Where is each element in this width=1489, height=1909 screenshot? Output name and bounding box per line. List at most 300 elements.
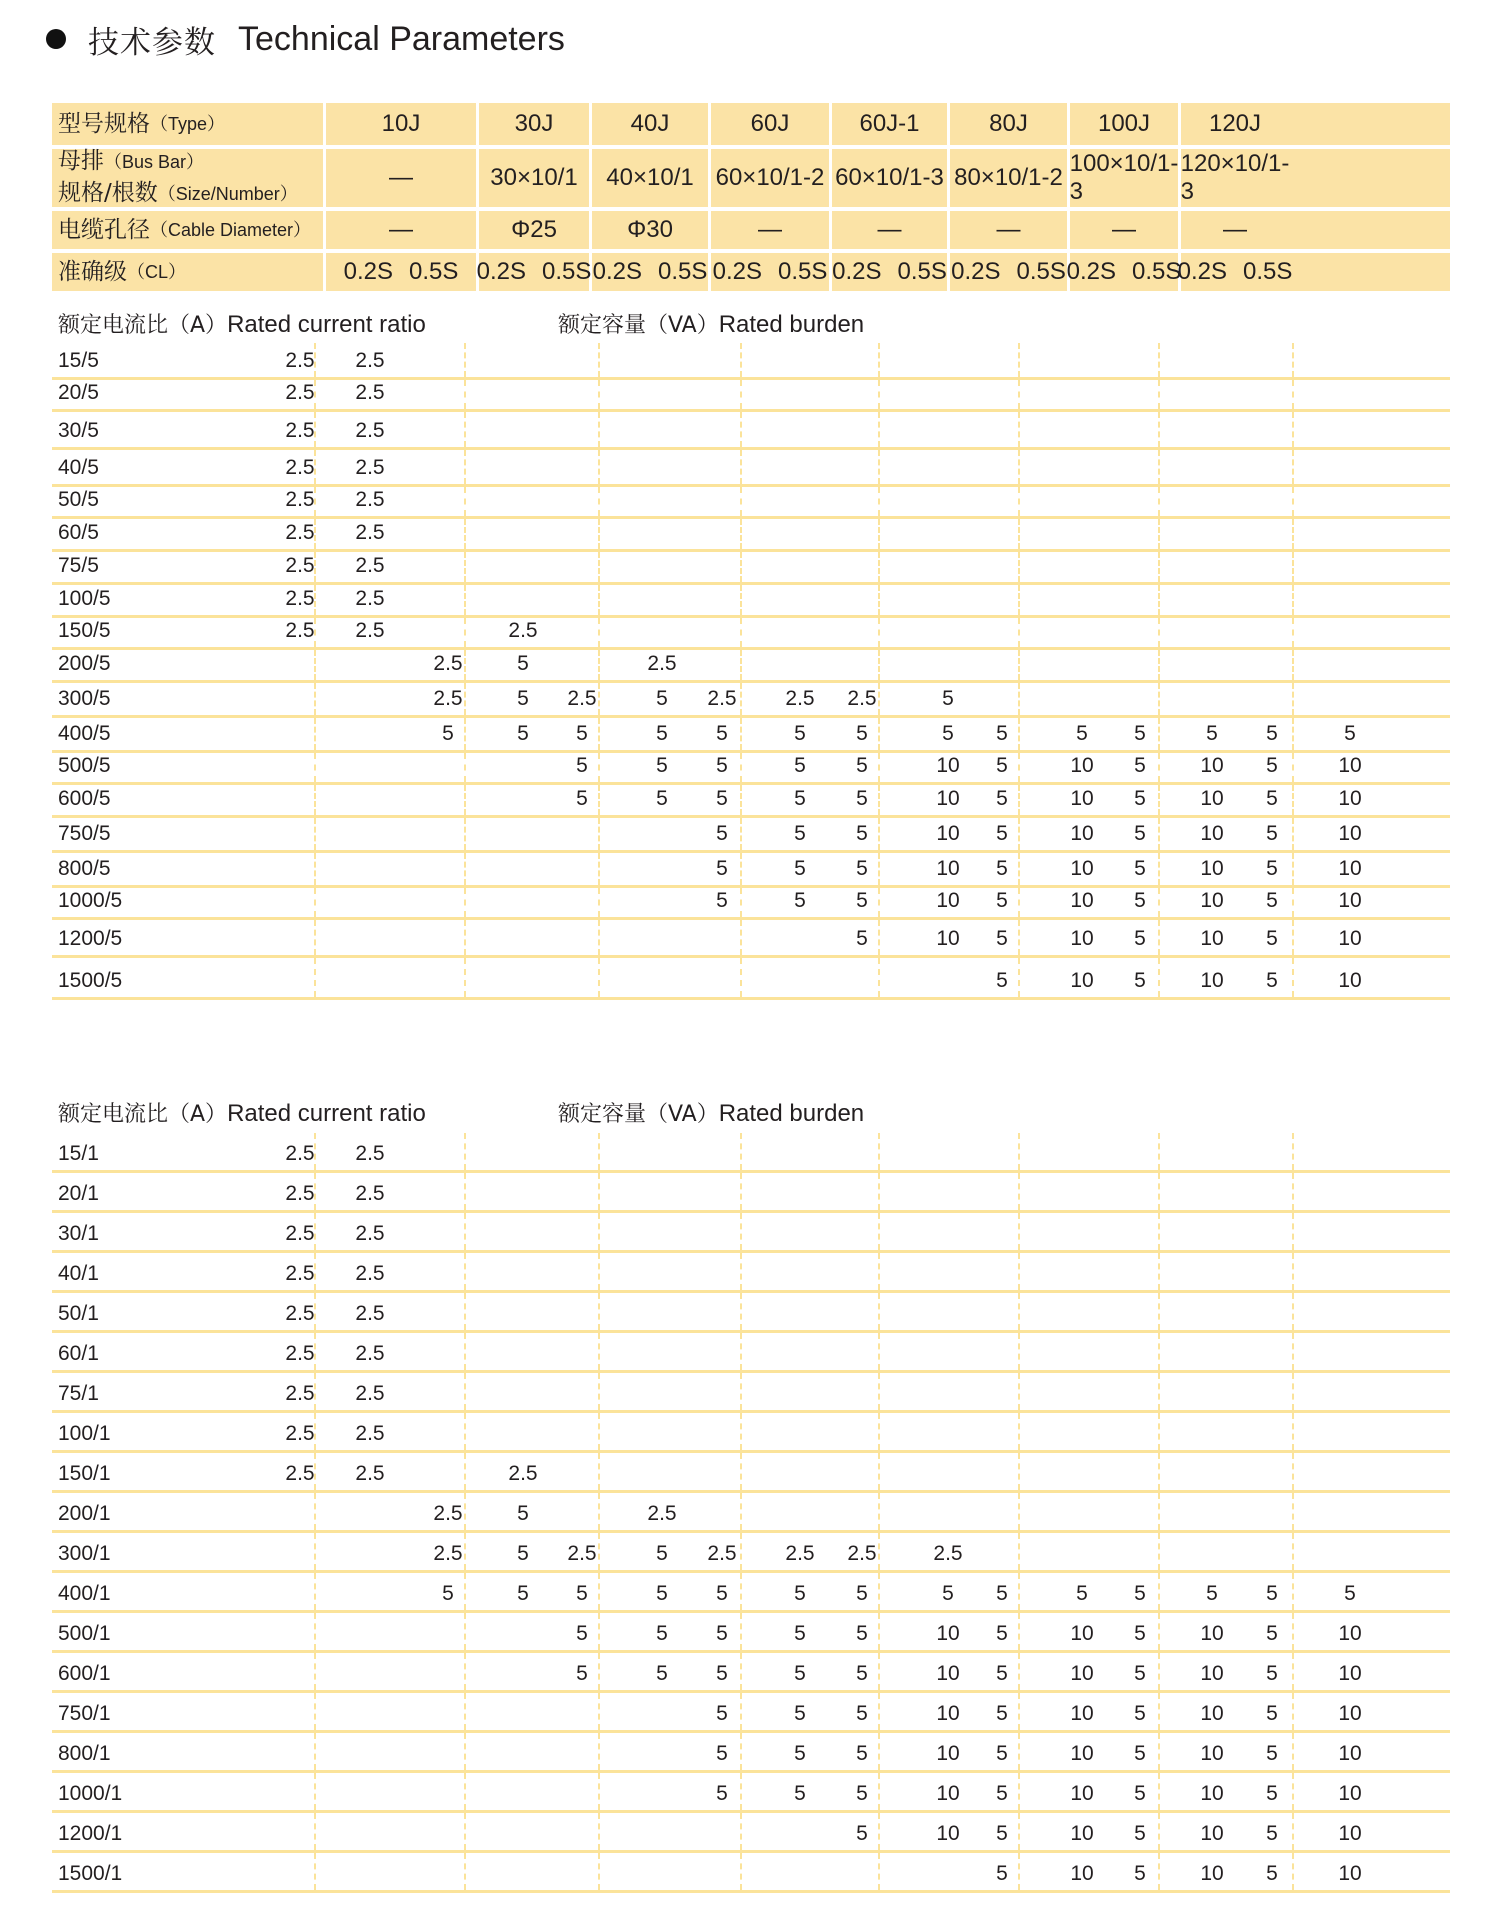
column-divider (740, 412, 742, 447)
column-divider (1158, 1133, 1160, 1170)
table-row (52, 585, 1450, 618)
burden-value: 5 (1134, 1782, 1146, 1805)
type-label-cn: 型号规格 (58, 110, 150, 137)
burden-value: 5 (1344, 1582, 1356, 1605)
burden-value: 5 (1266, 1662, 1278, 1685)
burden-value: 2.5 (847, 687, 877, 710)
burden-value: 10 (1200, 1662, 1224, 1685)
burden-value: 2.5 (285, 1222, 315, 1245)
cable-cell-1: Φ25 (479, 211, 592, 249)
burden-value: 5 (794, 1742, 806, 1765)
column-divider (878, 1333, 880, 1370)
burden-value: 10 (1200, 754, 1224, 777)
busbar-cell-4: 60×10/1-3 (832, 149, 950, 207)
column-divider (598, 1133, 600, 1170)
cl-value-b: 0.5S (1132, 258, 1182, 285)
busbar-label (52, 149, 326, 207)
column-divider (740, 1853, 742, 1890)
column-divider (1158, 1293, 1160, 1330)
table-row (52, 552, 1450, 585)
burden-value: 5 (1266, 1822, 1278, 1845)
column-divider (314, 1653, 316, 1690)
column-divider (1158, 1413, 1160, 1450)
column-divider (878, 552, 880, 582)
burden-value: 5 (996, 1702, 1008, 1725)
ratio-cell: 400/1 (58, 1582, 111, 1605)
burden-value: 5 (716, 889, 728, 912)
ratio-cell: 500/5 (58, 754, 111, 777)
burden-value: 2.5 (285, 1382, 315, 1405)
table-row (52, 1853, 1450, 1893)
column-divider (598, 1813, 600, 1850)
ratio-cell: 1500/1 (58, 1862, 123, 1885)
column-divider (464, 1613, 466, 1650)
cl-value-b: 0.5S (542, 258, 592, 285)
table-row (52, 1653, 1450, 1693)
column-divider (314, 1573, 316, 1610)
ratio-heading-cn: 额定电流比（A） (58, 1101, 228, 1127)
column-divider (740, 585, 742, 615)
column-divider (314, 888, 316, 917)
column-divider (598, 1773, 600, 1810)
table-row (52, 1493, 1450, 1533)
column-divider (878, 1453, 880, 1490)
burden-value: 5 (1266, 822, 1278, 845)
burden-value: 5 (856, 1582, 868, 1605)
table-row (52, 412, 1450, 450)
burden-value: 2.5 (285, 456, 315, 479)
type-cell-0: 10J (326, 103, 479, 145)
burden-value: 5 (996, 927, 1008, 950)
column-divider (1292, 412, 1294, 447)
column-divider (1158, 1173, 1160, 1210)
table-row (52, 1733, 1450, 1773)
column-divider (598, 487, 600, 516)
ratio-heading (58, 308, 426, 339)
ratio-heading (58, 1097, 426, 1128)
column-divider (1018, 519, 1020, 549)
column-divider (464, 958, 466, 997)
ratio-cell: 40/1 (58, 1262, 99, 1285)
burden-value: 5 (794, 1582, 806, 1605)
burden-value: 5 (856, 1622, 868, 1645)
column-divider (314, 1613, 316, 1650)
column-divider (1292, 585, 1294, 615)
burden-value: 2.5 (285, 349, 315, 372)
burden-value: 2.5 (647, 1502, 677, 1525)
column-divider (1292, 618, 1294, 647)
burden-value: 10 (1070, 1742, 1094, 1765)
column-divider (464, 1293, 466, 1330)
burden-heading-cn: 额定容量（VA） (558, 1101, 719, 1127)
table-row (52, 1213, 1450, 1253)
table-row (52, 343, 1450, 380)
ratio-cell: 30/5 (58, 419, 99, 442)
column-divider (598, 1733, 600, 1770)
cable-label (52, 211, 326, 249)
column-divider (314, 718, 316, 750)
column-divider (314, 853, 316, 885)
burden-value: 5 (1134, 1662, 1146, 1685)
burden-value: 5 (716, 822, 728, 845)
ratio-heading-en: Rated current ratio (227, 1099, 426, 1127)
column-divider (878, 618, 880, 647)
column-divider (740, 1253, 742, 1290)
column-divider (314, 958, 316, 997)
burden-value: 5 (517, 687, 529, 710)
burden-value: 10 (1338, 1822, 1362, 1845)
ratio-cell: 75/1 (58, 1382, 99, 1405)
column-divider (464, 753, 466, 782)
burden-value: 2.5 (433, 652, 463, 675)
column-divider (464, 818, 466, 850)
cl-row (52, 253, 1450, 291)
burden-value: 2.5 (285, 619, 315, 642)
column-divider (878, 958, 880, 997)
column-divider (1158, 585, 1160, 615)
table-row (52, 1813, 1450, 1853)
burden-value: 10 (1338, 1742, 1362, 1765)
burden-value: 5 (856, 1782, 868, 1805)
burden-value: 2.5 (285, 1142, 315, 1165)
burden-value: 2.5 (355, 1422, 385, 1445)
burden-value: 5 (794, 889, 806, 912)
burden-value: 2.5 (355, 1142, 385, 1165)
burden-value: 10 (1338, 1702, 1362, 1725)
column-divider (878, 1133, 880, 1170)
busbar-cell-5: 80×10/1-2 (950, 149, 1070, 207)
type-cell-7: 120J (1208, 110, 1262, 137)
burden-value: 2.5 (285, 587, 315, 610)
ratio-cell: 200/1 (58, 1502, 111, 1525)
column-divider (1018, 1293, 1020, 1330)
ratio-cell: 1200/1 (58, 1822, 123, 1845)
burden-value: 5 (576, 1582, 588, 1605)
burden-value: 5 (1266, 787, 1278, 810)
column-divider (740, 1293, 742, 1330)
column-divider (464, 1853, 466, 1890)
type-cell-5: 80J (950, 103, 1070, 145)
column-divider (598, 343, 600, 377)
table-row (52, 1693, 1450, 1733)
burden-value: 10 (936, 1782, 960, 1805)
burden-value: 10 (1070, 1702, 1094, 1725)
column-divider (1292, 1333, 1294, 1370)
column-divider (1292, 487, 1294, 516)
column-divider (598, 920, 600, 955)
type-cell-2: 40J (592, 103, 711, 145)
table-row (52, 683, 1450, 718)
burden-value: 5 (576, 1662, 588, 1685)
burden-value: 5 (856, 722, 868, 745)
burden-value: 5 (794, 1622, 806, 1645)
ratio-cell: 75/5 (58, 554, 99, 577)
column-divider (464, 853, 466, 885)
column-divider (1292, 650, 1294, 680)
burden-value: 5 (1266, 1582, 1278, 1605)
column-divider (1292, 343, 1294, 377)
page-title (46, 14, 565, 64)
burden-value: 10 (1070, 1782, 1094, 1805)
burden-value: 10 (1200, 822, 1224, 845)
ratio-cell: 50/5 (58, 488, 99, 511)
burden-value: 5 (716, 1782, 728, 1805)
ratio-cell: 750/5 (58, 822, 111, 845)
column-divider (314, 683, 316, 715)
burden-value: 5 (1266, 969, 1278, 992)
column-divider (1292, 1533, 1294, 1570)
type-cell-1: 30J (479, 103, 592, 145)
ratio-cell: 300/5 (58, 687, 111, 710)
burden-value: 5 (1134, 1742, 1146, 1765)
column-divider (314, 1773, 316, 1810)
section-header (58, 303, 1456, 343)
table-row (52, 753, 1450, 785)
column-divider (1158, 450, 1160, 484)
ratio-cell: 60/1 (58, 1342, 99, 1365)
burden-value: 2.5 (355, 521, 385, 544)
section-header (58, 1092, 1456, 1132)
column-divider (598, 1853, 600, 1890)
busbar-label-cn: 母排 (58, 148, 104, 174)
cable-cell-6: — (1070, 211, 1181, 249)
burden-value: 2.5 (933, 1542, 963, 1565)
burden-value: 5 (856, 754, 868, 777)
burden-value: 5 (1134, 1622, 1146, 1645)
burden-value: 10 (1070, 1622, 1094, 1645)
table-row (52, 1453, 1450, 1493)
column-divider (598, 552, 600, 582)
type-cell-3: 60J (711, 103, 832, 145)
cl-label-cn: 准确级 (58, 258, 127, 285)
burden-heading-cn: 额定容量（VA） (558, 312, 719, 338)
burden-value: 5 (1134, 857, 1146, 880)
table-row (52, 785, 1450, 818)
burden-value: 2.5 (355, 488, 385, 511)
column-divider (464, 1733, 466, 1770)
ratio-cell: 60/5 (58, 521, 99, 544)
burden-value: 5 (996, 1862, 1008, 1885)
column-divider (464, 1373, 466, 1410)
column-divider (464, 1253, 466, 1290)
column-divider (1158, 1453, 1160, 1490)
burden-value: 5 (1134, 1822, 1146, 1845)
column-divider (1292, 552, 1294, 582)
column-divider (1292, 380, 1294, 409)
busbar-cell-3: 60×10/1-2 (711, 149, 832, 207)
busbar-cell-6: 100×10/1-3 (1070, 149, 1181, 207)
cl-value-a: 0.2S (476, 258, 526, 285)
column-divider (464, 920, 466, 955)
burden-value: 2.5 (647, 652, 677, 675)
burden-value: 5 (442, 1582, 454, 1605)
column-divider (598, 853, 600, 885)
burden-value: 5 (856, 857, 868, 880)
burden-value: 5 (576, 722, 588, 745)
ratio-cell: 15/1 (58, 1142, 99, 1165)
ratio-cell: 600/1 (58, 1662, 111, 1685)
column-divider (598, 1293, 600, 1330)
table-row (52, 1613, 1450, 1653)
cl-value-a: 0.2S (592, 258, 642, 285)
cl-cell-0 (326, 253, 479, 291)
column-divider (464, 1813, 466, 1850)
column-divider (464, 1453, 466, 1490)
burden-value: 10 (1200, 889, 1224, 912)
burden-value: 10 (1338, 822, 1362, 845)
burden-value: 10 (1200, 1782, 1224, 1805)
column-divider (740, 920, 742, 955)
column-divider (598, 888, 600, 917)
burden-value: 5 (996, 1582, 1008, 1605)
burden-value: 2.5 (285, 1342, 315, 1365)
burden-value: 2.5 (285, 1462, 315, 1485)
burden-value: 2.5 (508, 1462, 538, 1485)
burden-value: 10 (1070, 1862, 1094, 1885)
column-divider (1292, 1413, 1294, 1450)
burden-value: 2.5 (567, 1542, 597, 1565)
burden-value: 5 (794, 754, 806, 777)
burden-value: 10 (1070, 1662, 1094, 1685)
ratio-cell: 800/1 (58, 1742, 111, 1765)
table-row (52, 380, 1450, 412)
column-divider (1018, 552, 1020, 582)
burden-value: 2.5 (355, 587, 385, 610)
burden-value: 2.5 (355, 419, 385, 442)
burden-value: 5 (1134, 822, 1146, 845)
column-divider (878, 412, 880, 447)
column-divider (740, 1813, 742, 1850)
table-row (52, 818, 1450, 853)
busbar-row (52, 149, 1450, 207)
title-en: Technical Parameters (238, 19, 565, 58)
ratio-cell: 1000/5 (58, 889, 123, 912)
column-divider (1018, 343, 1020, 377)
column-divider (1292, 450, 1294, 484)
burden-value: 2.5 (355, 1382, 385, 1405)
cl-label-en: （CL） (127, 261, 187, 282)
burden-value: 2.5 (433, 1542, 463, 1565)
burden-value: 5 (794, 787, 806, 810)
burden-value: 5 (1266, 754, 1278, 777)
burden-value: 10 (1070, 969, 1094, 992)
ratio-cell: 100/5 (58, 587, 111, 610)
burden-value: 5 (1134, 787, 1146, 810)
column-divider (1018, 1373, 1020, 1410)
column-divider (1018, 1173, 1020, 1210)
cable-cell-4: — (832, 211, 950, 249)
ratio-cell: 500/1 (58, 1622, 111, 1645)
ratio-cell: 150/5 (58, 619, 111, 642)
column-divider (740, 1493, 742, 1530)
burden-heading (558, 308, 864, 339)
burden-value: 5 (1134, 1582, 1146, 1605)
table-row (52, 487, 1450, 519)
burden-value: 5 (716, 787, 728, 810)
burden-value: 2.5 (285, 1302, 315, 1325)
burden-value: 5 (996, 857, 1008, 880)
column-divider (1292, 1373, 1294, 1410)
table-row (52, 1413, 1450, 1453)
column-divider (1158, 650, 1160, 680)
column-divider (464, 1413, 466, 1450)
cl-cell-1 (476, 253, 592, 291)
burden-value: 5 (716, 754, 728, 777)
burden-value: 5 (794, 1662, 806, 1685)
burden-value: 5 (656, 1542, 668, 1565)
column-divider (740, 650, 742, 680)
column-divider (464, 785, 466, 815)
table-row (52, 853, 1450, 888)
column-divider (878, 1253, 880, 1290)
burden-value: 5 (1266, 889, 1278, 912)
burden-heading-en: Rated burden (718, 1099, 865, 1127)
burden-value: 2.5 (285, 554, 315, 577)
cl-cell-2 (592, 253, 711, 291)
cl-value-b: 0.5S (1016, 258, 1066, 285)
column-divider (878, 1293, 880, 1330)
cable-cell-0: — (326, 211, 479, 249)
burden-value: 5 (996, 787, 1008, 810)
column-divider (598, 1333, 600, 1370)
size-label-en: （Size/Number） (157, 184, 298, 204)
column-divider (598, 1413, 600, 1450)
cl-value-b: 0.5S (658, 258, 708, 285)
burden-value: 10 (1338, 754, 1362, 777)
cl-cell-4 (832, 253, 950, 291)
column-divider (878, 1493, 880, 1530)
burden-value: 2.5 (285, 1182, 315, 1205)
column-divider (1158, 1373, 1160, 1410)
column-divider (1018, 1533, 1020, 1570)
cable-label-en: （Cable Diameter） (150, 219, 312, 240)
burden-value: 2.5 (355, 1462, 385, 1485)
ratio-heading-en: Rated current ratio (227, 310, 426, 338)
column-divider (598, 1493, 600, 1530)
ratio-cell: 30/1 (58, 1222, 99, 1245)
column-divider (878, 380, 880, 409)
column-divider (598, 1373, 600, 1410)
burden-value: 10 (1070, 787, 1094, 810)
column-divider (1158, 1493, 1160, 1530)
column-divider (464, 1333, 466, 1370)
cl-value-a: 0.2S (343, 258, 393, 285)
burden-value: 10 (1070, 889, 1094, 912)
burden-value: 2.5 (285, 488, 315, 511)
burden-value: 10 (1200, 1862, 1224, 1885)
burden-value: 5 (996, 754, 1008, 777)
column-divider (1158, 487, 1160, 516)
burden-value: 5 (1134, 927, 1146, 950)
cable-cell-7: — (1223, 216, 1247, 243)
cl-cell-7 (1177, 253, 1293, 291)
burden-value: 5 (1266, 1702, 1278, 1725)
column-divider (740, 958, 742, 997)
burden-value: 2.5 (355, 619, 385, 642)
type-cell-6: 100J (1070, 103, 1181, 145)
ratio-cell: 1000/1 (58, 1782, 123, 1805)
burden-value: 10 (1070, 1822, 1094, 1845)
ratio-cell: 1200/5 (58, 927, 123, 950)
burden-value: 2.5 (355, 349, 385, 372)
table-row (52, 1173, 1450, 1213)
burden-value: 5 (996, 1662, 1008, 1685)
burden-value: 10 (936, 787, 960, 810)
burden-heading (558, 1097, 864, 1128)
column-divider (464, 888, 466, 917)
ratio-cell: 100/1 (58, 1422, 111, 1445)
column-divider (1292, 1173, 1294, 1210)
